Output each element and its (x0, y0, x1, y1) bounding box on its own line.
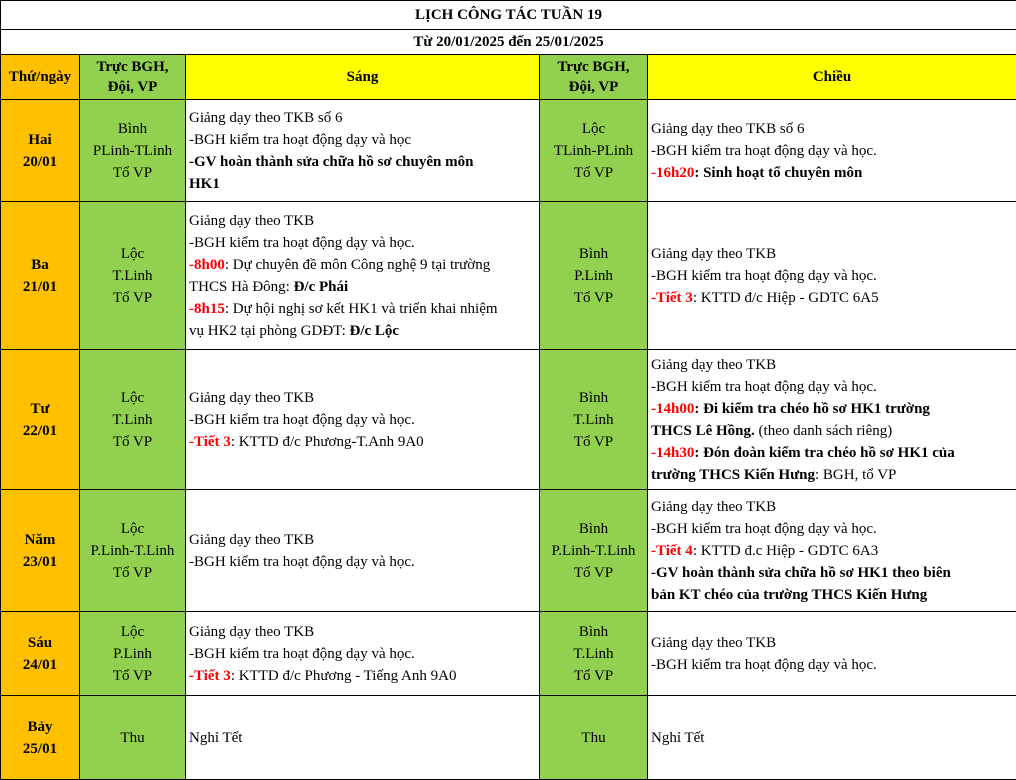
afternoon-activities-cell (648, 696, 1016, 780)
header-duty-afternoon (540, 55, 648, 100)
afternoon-activity-line (651, 727, 1013, 749)
afternoon-activity-text: -Tiết 3 (651, 289, 693, 306)
morning-activities-cell (186, 612, 540, 696)
morning-activity-line (189, 173, 536, 195)
afternoon-activity-text: -BGH kiểm tra hoạt động dạy và học. (651, 656, 877, 673)
morning-activity-line (189, 320, 536, 342)
duty-morning-name: T.Linh (112, 411, 153, 428)
morning-activity-line (189, 276, 536, 298)
morning-activity-text: Giảng dạy theo TKB (189, 389, 315, 406)
morning-activities-cell (186, 202, 540, 350)
duty-afternoon-name: Tổ VP (573, 564, 614, 581)
morning-activity-text: vụ HK2 tại phòng GDĐT: (189, 322, 350, 339)
morning-activity-text: Đ/c Phái (293, 278, 349, 295)
afternoon-activity-text: -16h20 (651, 164, 695, 181)
duty-afternoon-name: P.Linh-T.Linh (551, 542, 636, 559)
day-row (1, 350, 1016, 490)
morning-activity-text: Giảng dạy theo TKB (189, 212, 315, 229)
morning-activity-line (189, 129, 536, 151)
afternoon-activity-text: -BGH kiểm tra hoạt động dạy và học. (651, 142, 877, 159)
duty-afternoon-name: T.Linh (573, 645, 614, 662)
morning-activity-text: -Tiết 3 (189, 667, 231, 684)
afternoon-activity-line (651, 140, 1013, 162)
morning-activity-text: Giảng dạy theo TKB (189, 531, 315, 548)
afternoon-activity-text: -BGH kiểm tra hoạt động dạy và học. (651, 378, 877, 395)
day-date: 20/01 (22, 153, 58, 170)
day-cell (1, 696, 80, 780)
duty-afternoon-name: TLinh-PLinh (553, 142, 634, 159)
header-afternoon: Chiều (648, 55, 1016, 100)
morning-activity-text: -BGH kiểm tra hoạt động dạy và học (189, 131, 412, 148)
morning-activity-text: -BGH kiểm tra hoạt động dạy và học. (189, 645, 415, 662)
afternoon-activity-line (651, 376, 1013, 398)
duty-afternoon-name: Tổ VP (573, 164, 614, 181)
duty-afternoon-name: Bình (578, 623, 609, 640)
morning-activity-line (189, 409, 536, 431)
morning-activity-line (189, 151, 536, 173)
morning-activity-text: -Tiết 3 (189, 433, 231, 450)
afternoon-activity-line (651, 265, 1013, 287)
duty-morning-cell (80, 100, 186, 202)
day-name: Sáu (27, 634, 53, 651)
afternoon-activities-cell (648, 612, 1016, 696)
duty-morning-name: Bình (117, 120, 148, 137)
header-row (1, 55, 1016, 100)
afternoon-activities-cell (648, 350, 1016, 490)
afternoon-activity-text: Giảng dạy theo TKB số 6 (651, 120, 805, 137)
duty-morning-name: Lộc (120, 520, 145, 537)
afternoon-activity-line (651, 442, 1013, 464)
morning-activity-line (189, 298, 536, 320)
afternoon-activity-text: : KTTD đ/c Hiệp - GDTC 6A5 (692, 289, 879, 306)
morning-activities-cell (186, 350, 540, 490)
header-duty-morning-line2: Đội, VP (107, 79, 158, 95)
morning-activity-text: : KTTD đ/c Phương - Tiếng Anh 9A0 (230, 667, 457, 684)
day-row (1, 612, 1016, 696)
schedule-date-range: Từ 20/01/2025 đến 25/01/2025 (1, 30, 1016, 55)
duty-morning-name: Tổ VP (112, 289, 153, 306)
afternoon-activity-line (651, 420, 1013, 442)
duty-morning-name: Tổ VP (112, 164, 153, 181)
duty-afternoon-name: T.Linh (573, 411, 614, 428)
schedule-title: LỊCH CÔNG TÁC TUẦN 19 (1, 1, 1016, 30)
morning-activity-text: -BGH kiểm tra hoạt động dạy và học. (189, 553, 415, 570)
duty-morning-name: Thu (120, 729, 145, 746)
afternoon-activity-text: : Đi kiểm tra chéo hồ sơ HK1 trường (694, 400, 930, 417)
duty-morning-cell (80, 490, 186, 612)
afternoon-activity-text: -Tiết 4 (651, 542, 693, 559)
afternoon-activity-text: Nghỉ Tết (651, 729, 705, 746)
duty-morning-name: Tổ VP (112, 667, 153, 684)
afternoon-activity-line (651, 398, 1013, 420)
morning-activity-text: -8h00 (189, 256, 225, 273)
afternoon-activity-line (651, 162, 1013, 184)
morning-activity-text: : Dự hội nghị sơ kết HK1 và triển khai nhiệm (224, 300, 498, 317)
day-date: 23/01 (22, 553, 58, 570)
afternoon-activity-text: Giảng dạy theo TKB (651, 498, 777, 515)
day-name: Tư (30, 400, 50, 417)
afternoon-activities-cell (648, 202, 1016, 350)
morning-activity-text: -BGH kiểm tra hoạt động dạy và học. (189, 234, 415, 251)
afternoon-activity-line (651, 243, 1013, 265)
afternoon-activity-text: Giảng dạy theo TKB (651, 245, 777, 262)
afternoon-activity-line (651, 632, 1013, 654)
duty-afternoon-cell (540, 202, 648, 350)
day-row (1, 100, 1016, 202)
day-name: Bảy (27, 718, 53, 735)
afternoon-activity-line (651, 562, 1013, 584)
morning-activity-line (189, 232, 536, 254)
duty-morning-name: Lộc (120, 389, 145, 406)
duty-afternoon-name: Tổ VP (573, 289, 614, 306)
afternoon-activity-line (651, 287, 1013, 309)
morning-activity-line (189, 210, 536, 232)
duty-afternoon-name: P.Linh (574, 267, 613, 284)
morning-activity-text: -8h15 (189, 300, 225, 317)
afternoon-activity-text: bản KT chéo của trường THCS Kiến Hưng (651, 586, 928, 603)
afternoon-activity-text: Giảng dạy theo TKB (651, 634, 777, 651)
morning-activities-cell (186, 100, 540, 202)
afternoon-activity-line (651, 118, 1013, 140)
afternoon-activity-line (651, 354, 1013, 376)
morning-activity-text: -BGH kiểm tra hoạt động dạy và học. (189, 411, 415, 428)
duty-morning-name: T.Linh (112, 267, 153, 284)
duty-morning-cell (80, 202, 186, 350)
duty-morning-name: P.Linh-T.Linh (90, 542, 175, 559)
afternoon-activity-text: : Sinh hoạt tổ chuyên môn (694, 164, 863, 181)
morning-activity-text: : KTTD đ/c Phương-T.Anh 9A0 (230, 433, 424, 450)
day-date: 25/01 (22, 740, 58, 757)
duty-afternoon-name: Tổ VP (573, 433, 614, 450)
duty-morning-name: Lộc (120, 623, 145, 640)
header-duty-afternoon-line2: Đội, VP (568, 79, 619, 95)
morning-activity-line (189, 529, 536, 551)
morning-activity-line (189, 387, 536, 409)
afternoon-activity-text: -14h00 (651, 400, 695, 417)
morning-activity-line (189, 727, 536, 749)
day-cell (1, 202, 80, 350)
duty-morning-cell (80, 612, 186, 696)
morning-activity-line (189, 254, 536, 276)
header-duty-morning-line1: Trực BGH, (96, 59, 169, 75)
morning-activity-line (189, 665, 536, 687)
afternoon-activity-text: -14h30 (651, 444, 695, 461)
afternoon-activity-text: -GV hoàn thành sửa chữa hồ sơ HK1 theo biên (651, 564, 951, 581)
afternoon-activity-text: : KTTD đ.c Hiệp - GDTC 6A3 (692, 542, 879, 559)
morning-activity-line (189, 643, 536, 665)
afternoon-activity-text: -BGH kiểm tra hoạt động dạy và học. (651, 267, 877, 284)
duty-afternoon-name: Thu (581, 729, 606, 746)
day-cell (1, 490, 80, 612)
duty-morning-name: Tổ VP (112, 433, 153, 450)
duty-afternoon-name: Bình (578, 389, 609, 406)
day-cell (1, 100, 80, 202)
duty-morning-name: P.Linh (113, 645, 152, 662)
afternoon-activity-line (651, 540, 1013, 562)
header-duty-morning (80, 55, 186, 100)
day-date: 24/01 (22, 656, 58, 673)
morning-activity-text: Giảng dạy theo TKB (189, 623, 315, 640)
schedule-body (1, 100, 1016, 780)
morning-activity-text: HK1 (189, 175, 220, 192)
afternoon-activity-text: -BGH kiểm tra hoạt động dạy và học. (651, 520, 877, 537)
day-name: Ba (31, 256, 49, 273)
morning-activity-line (189, 431, 536, 453)
duty-morning-cell (80, 696, 186, 780)
day-row (1, 490, 1016, 612)
duty-afternoon-cell (540, 612, 648, 696)
afternoon-activity-line (651, 584, 1013, 606)
afternoon-activity-text: (theo danh sách riêng) (754, 422, 893, 439)
duty-afternoon-cell (540, 100, 648, 202)
morning-activity-text: Nghỉ Tết (189, 729, 243, 746)
day-cell (1, 350, 80, 490)
morning-activity-text: -GV hoàn thành sửa chữa hồ sơ chuyên môn (189, 153, 474, 170)
duty-afternoon-name: Tổ VP (573, 667, 614, 684)
day-date: 21/01 (22, 278, 58, 295)
afternoon-activity-line (651, 654, 1013, 676)
day-row (1, 202, 1016, 350)
duty-afternoon-cell (540, 490, 648, 612)
duty-morning-name: Lộc (120, 245, 145, 262)
day-cell (1, 612, 80, 696)
duty-afternoon-cell (540, 696, 648, 780)
duty-afternoon-name: Bình (578, 520, 609, 537)
day-date: 22/01 (22, 422, 58, 439)
day-name: Năm (24, 531, 56, 548)
afternoon-activities-cell (648, 490, 1016, 612)
morning-activity-text: Đ/c Lộc (349, 322, 400, 339)
morning-activities-cell (186, 696, 540, 780)
morning-activity-line (189, 621, 536, 643)
afternoon-activity-line (651, 496, 1013, 518)
afternoon-activity-line (651, 518, 1013, 540)
day-name: Hai (28, 131, 52, 148)
duty-afternoon-cell (540, 350, 648, 490)
morning-activity-line (189, 551, 536, 573)
morning-activities-cell (186, 490, 540, 612)
header-day: Thứ/ngày (1, 55, 80, 100)
morning-activity-text: : Dự chuyên đề môn Công nghệ 9 tại trường (224, 256, 491, 273)
header-morning: Sáng (186, 55, 540, 100)
afternoon-activity-text: trường THCS Kiến Hưng (651, 466, 815, 483)
duty-morning-name: Tổ VP (112, 564, 153, 581)
header-duty-afternoon-line1: Trực BGH, (557, 59, 630, 75)
afternoon-activity-text: : Đón đoàn kiểm tra chéo hồ sơ HK1 của (694, 444, 955, 461)
duty-afternoon-name: Lộc (581, 120, 606, 137)
duty-afternoon-name: Bình (578, 245, 609, 262)
morning-activity-line (189, 107, 536, 129)
morning-activity-text: Giảng dạy theo TKB số 6 (189, 109, 343, 126)
day-row (1, 696, 1016, 780)
afternoon-activities-cell (648, 100, 1016, 202)
duty-morning-name: PLinh-TLinh (92, 142, 173, 159)
afternoon-activity-text: THCS Lê Hồng. (651, 422, 755, 439)
duty-morning-cell (80, 350, 186, 490)
afternoon-activity-text: : BGH, tổ VP (814, 466, 897, 483)
afternoon-activity-text: Giảng dạy theo TKB (651, 356, 777, 373)
morning-activity-text: THCS Hà Đông: (189, 278, 294, 295)
afternoon-activity-line (651, 464, 1013, 486)
